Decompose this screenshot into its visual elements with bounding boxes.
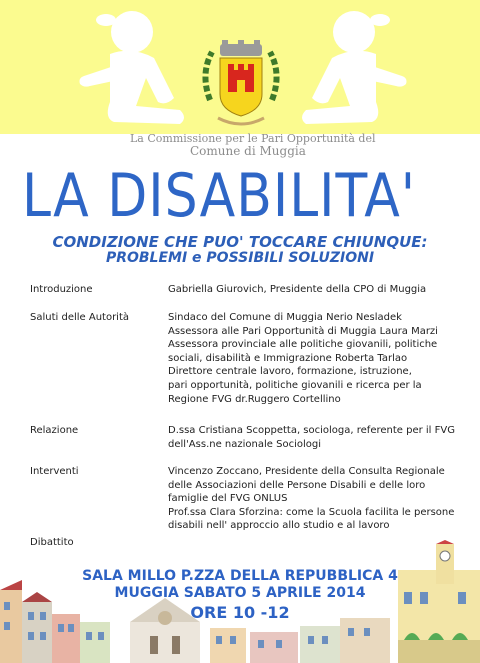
event-title: LA DISABILITA' (22, 162, 417, 231)
program-label: Saluti delle Autorità (30, 312, 130, 323)
program-line: Direttore centrale lavoro, formazione, istruzione, (168, 366, 412, 378)
program-line: Sindaco del Comune di Muggia Nerio Nesladek (168, 312, 402, 323)
program-line: Gabriella Giurovich, Presidente della CPO di Muggia (168, 284, 427, 295)
girl-silhouette-icon (70, 6, 200, 134)
commission-heading (130, 132, 376, 158)
program-label: Relazione (30, 425, 79, 436)
program-line: famiglie del FVG ONLUS (168, 493, 288, 505)
program-label: Dibattito (30, 537, 74, 548)
municipality-line: Comune di Muggia (190, 144, 306, 158)
commission-line: La Commissione per le Pari Opportunità del (130, 132, 376, 145)
program-line: disabili nell' approccio allo studio e al lavoro (168, 520, 390, 532)
program-line: dell'Ass.ne nazionale Sociologi (168, 438, 321, 450)
header-band (0, 0, 480, 134)
program-line: Assessora alle Pari Opportunità di Muggia Laura Marzi (168, 325, 438, 337)
event-subtitle-2: PROBLEMI e POSSIBILI SOLUZIONI (105, 250, 375, 266)
girl-silhouette-icon (286, 6, 416, 134)
program-line: Regione FVG dr.Ruggero Cortellino (168, 393, 341, 405)
program-line: delle Associazioni delle Persone Disabili e delle loro (168, 479, 426, 491)
program-line: pari opportunità, politiche giovanili e ricerca per la (168, 379, 422, 391)
program-line: D.ssa Cristiana Scoppetta, sociologa, referente per il FVG (168, 425, 455, 436)
venue-time: ORE 10 -12 (190, 603, 290, 622)
venue-address: SALA MILLO P.ZZA DELLA REPUBBLICA 4 (82, 568, 398, 584)
program-line: Assessora provinciale alle politiche giovanili, politiche (168, 339, 438, 351)
muggia-crest-icon (198, 38, 284, 134)
program-line: sociali, disabilità e Immigrazione Roberta Tarlao (168, 352, 408, 364)
town-illustration (0, 540, 480, 663)
program-line: Prof.ssa Clara Sforzina: come la Scuola facilita le persone (168, 506, 455, 518)
event-subtitle: CONDIZIONE CHE PUO' TOCCARE CHIUNQUE: (52, 233, 428, 251)
program-line: Vincenzo Zoccano, Presidente della Consulta Regionale (168, 466, 445, 477)
program-label: Interventi (30, 466, 79, 477)
venue-date: MUGGIA SABATO 5 APRILE 2014 (114, 585, 366, 601)
program-label: Introduzione (30, 284, 93, 295)
